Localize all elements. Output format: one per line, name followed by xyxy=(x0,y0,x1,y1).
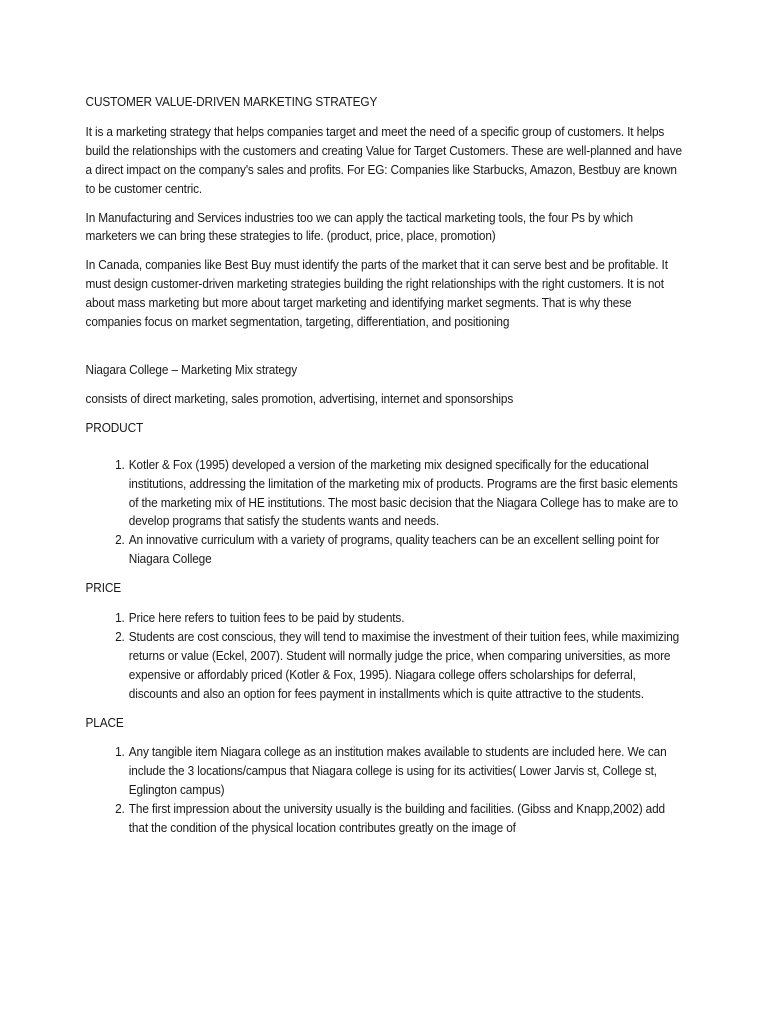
spacer xyxy=(86,342,684,361)
document-title: CUSTOMER VALUE-DRIVEN MARKETING STRATEGY xyxy=(85,95,378,109)
place-heading: PLACE xyxy=(85,715,124,730)
product-list xyxy=(86,456,684,569)
price-item-1: 1. Price here refers to tuition fees to be paid by students. xyxy=(128,609,684,628)
price-list xyxy=(86,609,684,704)
product-heading: PRODUCT xyxy=(85,420,144,435)
price-heading: PRICE xyxy=(85,581,122,596)
place-item-1: 1. Any tangible item Niagara college as an institution makes available to students are included here. We can include the 3 locations/campus that Niagara college is using for its activities( Lower Jarvis st, College st, Eglington campus) xyxy=(128,743,684,800)
section-subtitle: consists of direct marketing, sales promotion, advertising, internet and sponsorships xyxy=(85,391,514,406)
intro-paragraph-3: In Canada, companies like Best Buy must identify the parts of the market that it can serve best and be profitable. It must design customer-driven marketing strategies building the right relationships with the right customers. It is not about mass marketing but more about target marketing and identifying market segments. That is why these companies focus on market segmentation, targeting, differentiation, and positioning xyxy=(85,258,668,330)
product-item-2: 2. An innovative curriculum with a variety of programs, quality teachers can be an excellent selling point for Niagara College xyxy=(128,531,684,569)
intro-paragraph-1: It is a marketing strategy that helps companies target and meet the need of a specific group of customers. It helps build the relationships with the customers and creating Value for Target Customers. These are well-planned and have a direct impact on the company's sales and profits. For EG: Companies like Starbucks, Amazon, Bestbuy are known to be customer centric. xyxy=(85,124,682,196)
place-list xyxy=(86,743,684,838)
intro-paragraph-2: In Manufacturing and Services industries too we can apply the tactical marketing tools, the four Ps by which marketers we can bring these strategies to life. (product, price, place, promotion) xyxy=(85,210,633,244)
place-item-2: 2. The first impression about the university usually is the building and facilities. (Gibss and Knapp,2002) add that the condition of the physical location contributes greatly on the image of xyxy=(128,800,684,838)
section-title: Niagara College – Marketing Mix strategy xyxy=(85,362,298,377)
product-item-1: 1. Kotler & Fox (1995) developed a version of the marketing mix designed specifically for the educational institutions, addressing the limitation of the marketing mix of products. Programs are the first basic elements of the marketing mix of HE institutions. The most basic decision that the Niagara College has to make are to develop programs that satisfy the students wants and needs. xyxy=(128,456,684,532)
price-item-2: 2. Students are cost conscious, they will tend to maximise the investment of their tuition fees, while maximizing returns or value (Eckel, 2007). Student will normally judge the price, when comparing universities, as more expensive or affordably priced (Kotler & Fox, 1995). Niagara college offers scholarships for deferral, discounts and also an option for fees payment in installments which is quite attractive to the students. xyxy=(128,628,684,704)
